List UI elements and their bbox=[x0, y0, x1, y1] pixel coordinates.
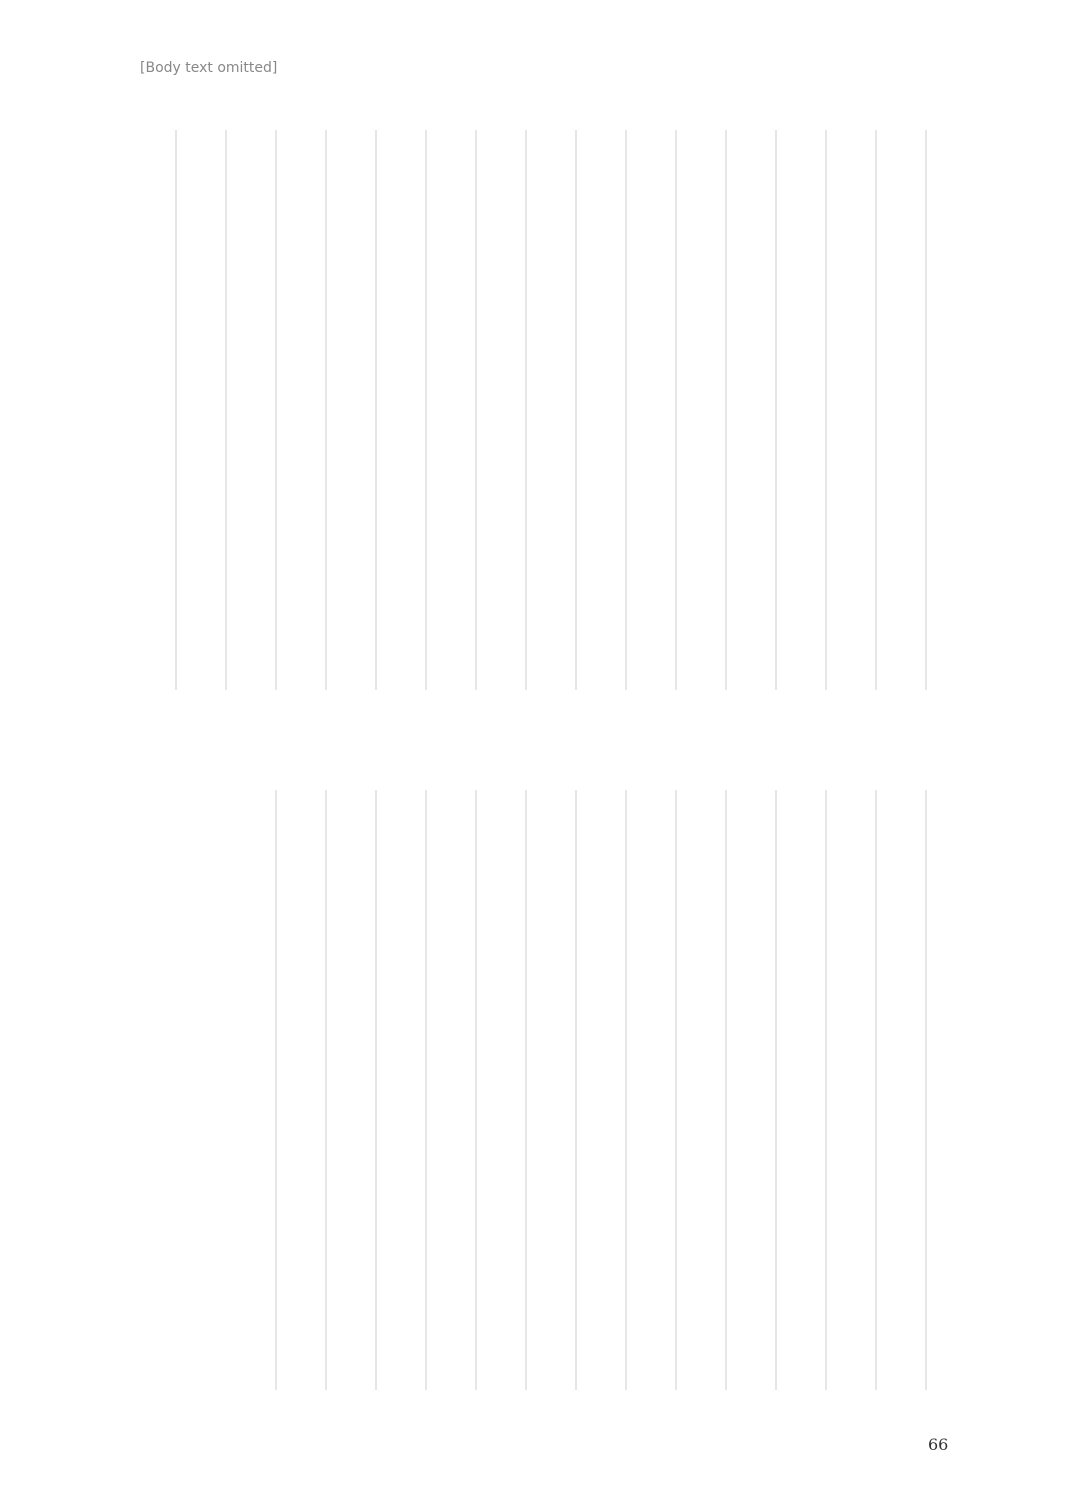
text-column-placeholder bbox=[162, 130, 190, 690]
text-column-placeholder bbox=[412, 130, 440, 690]
text-column-placeholder bbox=[862, 790, 890, 1390]
text-column-placeholder bbox=[362, 790, 390, 1390]
text-column-placeholder bbox=[662, 790, 690, 1390]
text-column-placeholder bbox=[462, 130, 490, 690]
text-column-placeholder bbox=[712, 130, 740, 690]
text-column-placeholder bbox=[712, 790, 740, 1390]
text-column-placeholder bbox=[312, 130, 340, 690]
text-column-placeholder bbox=[262, 790, 290, 1390]
text-column-placeholder bbox=[862, 130, 890, 690]
text-column-placeholder bbox=[312, 790, 340, 1390]
page-number: 66 bbox=[928, 1435, 949, 1454]
text-column-placeholder bbox=[912, 790, 940, 1390]
text-column-placeholder bbox=[562, 130, 590, 690]
text-column-placeholder bbox=[812, 130, 840, 690]
text-column-placeholder bbox=[412, 790, 440, 1390]
text-column-placeholder bbox=[612, 130, 640, 690]
text-column-placeholder bbox=[562, 790, 590, 1390]
text-column-placeholder bbox=[762, 130, 790, 690]
text-column-placeholder bbox=[912, 130, 940, 690]
text-column-placeholder bbox=[762, 790, 790, 1390]
lower-text-tier bbox=[140, 790, 940, 1390]
text-column-placeholder bbox=[512, 790, 540, 1390]
text-column-placeholder bbox=[262, 130, 290, 690]
text-column-placeholder bbox=[662, 130, 690, 690]
text-column-placeholder bbox=[512, 130, 540, 690]
omission-note: [Body text omitted] bbox=[140, 60, 278, 76]
text-column-placeholder bbox=[462, 790, 490, 1390]
text-column-placeholder bbox=[212, 130, 240, 690]
upper-text-tier bbox=[140, 130, 940, 690]
text-column-placeholder bbox=[812, 790, 840, 1390]
text-column-placeholder bbox=[612, 790, 640, 1390]
text-column-placeholder bbox=[362, 130, 390, 690]
